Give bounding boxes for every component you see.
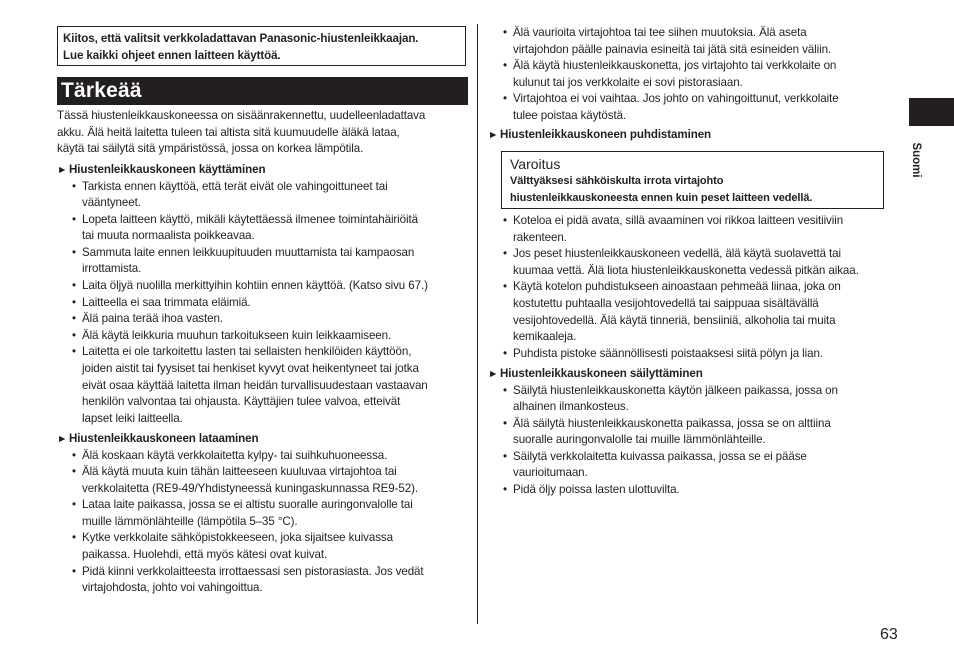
list-item-line: Kytke verkkolaite sähköpistokkeeseen, joka sijaitsee kuivassa — [82, 531, 393, 545]
battery-notice-line: käytä tai säilytä sitä ympäristössä, jossa on korkea lämpötila. — [57, 142, 364, 155]
list-item-line: Älä paina terää ihoa vasten. — [82, 312, 223, 326]
warning-title: Varoitus — [510, 156, 561, 172]
section-use — [57, 162, 468, 427]
list-item-line: Pidä öljy poissa lasten ulottuvilta. — [513, 483, 680, 497]
list-item-line: Säilytä hiustenleikkauskonetta käytön jälkeen paikassa, jossa on — [513, 383, 838, 397]
section-charging-title: ► Hiustenleikkauskoneen lataaminen — [57, 431, 468, 448]
section-cord-list — [488, 25, 880, 125]
arrow-right-icon: ► — [57, 433, 68, 445]
intro-line-1: Kiitos, että valitsit verkkoladattavan Panasonic-hiustenleikkaajan. — [63, 32, 419, 45]
list-item-line: suoralle auringonvalolle tai muille lämmönlähteille. — [513, 433, 766, 447]
bullet-icon: • — [72, 295, 76, 309]
list-item-line: Säilytä verkkolaitetta kuivassa paikassa, jossa se ei pääse — [513, 449, 807, 463]
bullet-icon: • — [503, 483, 507, 497]
warning-text: hiustenleikkauskoneesta ennen kuin peset laitteen vedellä. — [510, 191, 813, 204]
list-item-line: eivät osaa käyttää laitetta ilman heidän turvallisuudestaan vastaavan — [82, 378, 428, 392]
list-item — [57, 328, 468, 345]
list-item — [488, 383, 880, 416]
list-item-line: Laita öljyä nuolilla merkittyihin kohtiin ennen käyttöä. (Katso sivu 67.) — [82, 279, 428, 293]
list-item-line: Älä vaurioita virtajohtoa tai tee siihen muutoksia. Älä aseta — [513, 26, 807, 39]
bullet-icon: • — [72, 345, 76, 359]
column-divider — [477, 24, 478, 624]
list-item-line: irrottamista. — [82, 262, 142, 276]
page-heading: Tärkeää — [57, 77, 468, 105]
warning-text: Välttyäksesi sähköiskulta irrota virtajohto — [510, 175, 724, 187]
list-item — [488, 91, 880, 124]
list-item-line: Lataa laite paikassa, jossa se ei altistu suoralle auringonvalolle tai — [82, 498, 413, 512]
bullet-icon: • — [503, 59, 507, 73]
warning-box — [501, 151, 884, 209]
list-item-line: Älä koskaan käytä verkkolaitetta kylpy- tai suihkuhuoneessa. — [82, 448, 388, 462]
bullet-icon: • — [503, 346, 507, 360]
list-item — [57, 295, 468, 312]
battery-notice — [57, 108, 468, 158]
list-item-line: vaurioitumaan. — [513, 466, 588, 480]
list-item-line: Älä käytä hiustenleikkauskonetta, jos virtajohto tai verkkolaite on — [513, 59, 837, 73]
intro-notice-box — [57, 26, 466, 66]
arrow-right-icon: ► — [57, 164, 68, 176]
list-item-line: verkkolaitetta (RE9-49/Yhdistyneessä kuningaskunnassa RE9-52). — [82, 481, 418, 495]
bullet-icon: • — [503, 383, 507, 397]
list-item-line: kostutettu puhtaalla vesijohtovedellä tai saippuaa sisältävällä — [513, 296, 819, 310]
list-item-line: Virtajohtoa ei voi vaihtaa. Jos johto on vahingoittunut, verkkolaite — [513, 92, 839, 106]
list-item-line: kemikaaleja. — [513, 330, 577, 344]
list-item — [57, 245, 468, 278]
language-tab — [909, 98, 954, 126]
list-item-line: Lopeta laitteen käyttö, mikäli käytettäessä ilmenee toimintahäiriöitä — [82, 212, 418, 226]
list-item-line: tulee poistaa käytöstä. — [513, 108, 627, 122]
section-cord — [488, 25, 880, 125]
bullet-icon: • — [72, 312, 76, 326]
arrow-right-icon: ► — [488, 368, 499, 380]
bullet-icon: • — [503, 214, 507, 227]
list-item-line: Älä käytä muuta kuin tähän laitteeseen kuuluvaa virtajohtoa tai — [82, 465, 397, 479]
bullet-icon: • — [72, 531, 76, 545]
bullet-icon: • — [72, 245, 76, 259]
bullet-icon: • — [72, 498, 76, 512]
bullet-icon: • — [503, 416, 507, 430]
list-item — [57, 212, 468, 245]
list-item-line: vesijohtovedellä. Älä käytä tinneriä, bensiiniä, alkoholia tai muita — [513, 313, 836, 327]
list-item-line: Sammuta laite ennen leikkuupituuden muuttamista tai kampaosan — [82, 245, 415, 259]
bullet-icon: • — [503, 92, 507, 106]
arrow-right-icon: ► — [488, 129, 499, 141]
section-storage-title: ► Hiustenleikkauskoneen säilyttäminen — [488, 366, 880, 383]
bullet-icon: • — [72, 212, 76, 226]
list-item — [488, 25, 880, 58]
list-item — [488, 482, 880, 499]
list-item-line: Älä säilytä hiustenleikkauskonetta paikassa, jossa se on alttiina — [513, 416, 831, 430]
section-storage-list — [488, 383, 880, 499]
list-item — [57, 464, 468, 497]
battery-notice-line: akku. Älä heitä laitetta tuleen tai altista sitä kuumuudelle äläkä lataa, — [57, 125, 400, 139]
list-item — [488, 279, 880, 345]
bullet-icon: • — [72, 328, 76, 342]
list-item-line: rakenteen. — [513, 230, 567, 244]
list-item-line: henkilön valvontaa tai ohjausta. Käyttäjien tulee valvoa, etteivät — [82, 395, 401, 409]
list-item-line: Käytä kotelon puhdistukseen ainoastaan pehmeää liinaa, joka on — [513, 280, 841, 294]
bullet-icon: • — [72, 564, 76, 578]
list-item-line: tai muuta normaalista poikkeavaa. — [82, 229, 255, 243]
section-charging — [57, 431, 468, 597]
list-item-line: virtajohdosta, johto voi vahingoittua. — [82, 581, 263, 595]
section-use-title: ► Hiustenleikkauskoneen käyttäminen — [57, 162, 468, 179]
list-item — [488, 346, 880, 363]
section-cleaning-title: ► Hiustenleikkauskoneen puhdistaminen — [488, 127, 880, 144]
section-storage — [488, 366, 880, 499]
bullet-icon: • — [72, 465, 76, 479]
list-item — [488, 58, 880, 91]
list-item — [57, 311, 468, 328]
list-item — [488, 246, 880, 279]
list-item — [57, 448, 468, 465]
list-item-line: Koteloa ei pidä avata, sillä avaaminen voi rikkoa laitteen vesitiiviin — [513, 214, 844, 227]
list-item-line: Laitetta ei ole tarkoitettu lasten tai sellaisten henkilöiden käyttöön, — [82, 345, 412, 359]
bullet-icon: • — [503, 449, 507, 463]
list-item-line: alhainen ilmankosteus. — [513, 400, 629, 414]
list-item-line: kuumaa vettä. Älä liota hiustenleikkauskonetta vedessä pitkän aikaa. — [513, 263, 859, 277]
section-use-list — [57, 179, 468, 428]
section-cleaning-list — [488, 213, 880, 362]
bullet-icon: • — [503, 280, 507, 294]
list-item-line: Laitteella ei saa trimmata eläimiä. — [82, 295, 251, 309]
page-number: 63 — [880, 626, 898, 643]
section-charging-list — [57, 448, 468, 597]
list-item — [488, 449, 880, 482]
list-item — [57, 179, 468, 212]
list-item-line: muille lämmönlähteille (lämpötila 5–35 °C). — [82, 514, 298, 528]
bullet-icon: • — [503, 26, 507, 39]
intro-line-2: Lue kaikki ohjeet ennen laitteen käyttöä. — [63, 48, 281, 62]
bullet-icon: • — [72, 179, 76, 193]
section-cleaning — [488, 213, 880, 362]
list-item-line: Älä käytä leikkuria muuhun tarkoitukseen kuin leikkaamiseen. — [82, 328, 392, 342]
list-item-line: Jos peset hiustenleikkauskoneen vedellä, älä käytä suolavettä tai — [513, 247, 841, 261]
list-item-line: Pidä kiinni verkkolaitteesta irrottaessasi sen pistorasiasta. Jos vedät — [82, 564, 424, 578]
list-item-line: joiden aistit tai fyysiset tai henkiset kyvyt ovat heikentyneet tai jotka — [82, 362, 419, 376]
language-tab-label: Suomi — [910, 142, 922, 178]
bullet-icon: • — [503, 247, 507, 261]
list-item — [488, 416, 880, 449]
battery-notice-line: Tässä hiustenleikkauskoneessa on sisäänrakennettu, uudelleenladattava — [57, 109, 426, 122]
section-cleaning-heading — [488, 127, 880, 144]
list-item-line: lapset leiki laitteella. — [82, 411, 183, 425]
list-item — [57, 344, 468, 427]
bullet-icon: • — [72, 279, 76, 293]
list-item-line: kulunut tai jos verkkolaite ei sovi pistorasiaan. — [513, 75, 743, 89]
list-item-line: Tarkista ennen käyttöä, että terät eivät ole vahingoittuneet tai — [82, 179, 388, 193]
list-item — [57, 564, 468, 597]
list-item — [488, 213, 880, 246]
list-item — [57, 530, 468, 563]
list-item — [57, 278, 468, 295]
list-item-line: paikassa. Huolehdi, että myös kätesi ovat kuivat. — [82, 548, 328, 562]
list-item-line: vääntyneet. — [82, 196, 141, 210]
list-item-line: Puhdista pistoke säännöllisesti poistaaksesi siitä pölyn ja lian. — [513, 346, 823, 360]
bullet-icon: • — [72, 448, 76, 462]
list-item — [57, 497, 468, 530]
list-item-line: virtajohdon päälle painavia esineitä tai jätä sitä esineiden väliin. — [513, 42, 832, 56]
